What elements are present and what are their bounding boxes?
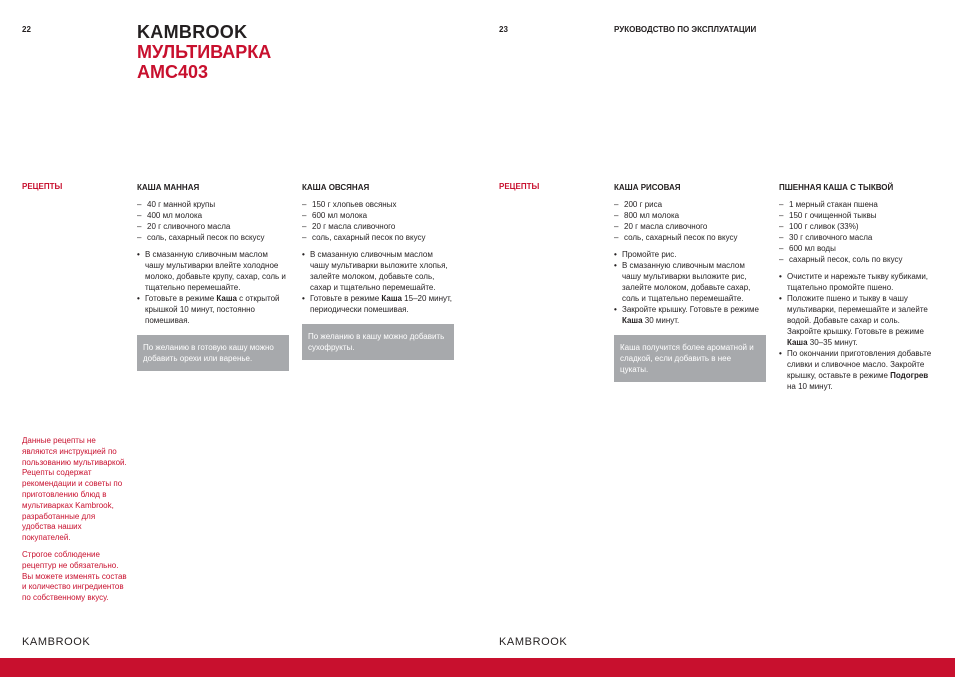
page-header: РУКОВОДСТВО ПО ЭКСПЛУАТАЦИИ (614, 25, 757, 34)
recipe-semolina (137, 182, 289, 371)
footer-logo-right: KAMBROOK (499, 636, 568, 648)
ingredient-list (779, 199, 935, 265)
product-title: МУЛЬТИВАРКА (137, 42, 272, 62)
recipe-millet-pumpkin (779, 182, 935, 392)
list-item: • Готовьте в режиме Каша 15–20 минут, периодически помешивая. (302, 293, 454, 315)
list-item: – 800 мл молока (614, 210, 766, 221)
list-item: – соль, сахарный песок по вкусу (302, 232, 454, 243)
page-number-left: 22 (22, 25, 31, 34)
section-label-left: РЕЦЕПТЫ (22, 182, 63, 191)
recipe-title: КАША РИСОВАЯ (614, 183, 681, 192)
list-item: – 400 мл молока (137, 210, 289, 221)
step-list (779, 271, 935, 392)
list-item: – 20 г масла сливочного (614, 221, 766, 232)
list-item: • В смазанную сливочным маслом чашу мультиварки выложите рис, залейте молоком, добавьте сахар, соль и тщательно перемешайте. (614, 260, 766, 304)
step-list (614, 249, 766, 326)
list-item: • Положите пшено и тыкву в чашу мультиварки, перемешайте и залейте водой. Добавьте сахар и соль. Закройте крышку. Готовьте в режиме Каша 30–35 минут. (779, 293, 935, 348)
disclaimer-paragraph: Данные рецепты не являются инструкцией по пользованию мультиваркой. Рецепты содержат рекомендации и советы по приготовлению блюд в мультиварках Kambrook, разработанные для удобства наших покупателей. (22, 436, 127, 543)
tip-box: По желанию в готовую кашу можно добавить орехи или варенье. (137, 335, 289, 371)
list-item: – 600 мл молока (302, 210, 454, 221)
list-item: • По окончании приготовления добавьте сливки и сливочное масло. Закройте крышку, оставьте в режиме Подогрев на 10 минут. (779, 348, 935, 392)
ingredient-list (137, 199, 289, 243)
recipe-title: КАША ОВСЯНАЯ (302, 183, 370, 192)
list-item: – 150 г очищенной тыквы (779, 210, 935, 221)
recipe-title: КАША МАННАЯ (137, 183, 200, 192)
list-item: – 1 мерный стакан пшена (779, 199, 935, 210)
product-model: AMC403 (137, 62, 209, 82)
list-item: – 100 г сливок (33%) (779, 221, 935, 232)
list-item: – 20 г масла сливочного (302, 221, 454, 232)
footer-logo-left: KAMBROOK (22, 636, 91, 648)
tip-box: По желанию в кашу можно добавить сухофрукты. (302, 324, 454, 360)
list-item: – сахарный песок, соль по вкусу (779, 254, 935, 265)
list-item: – 20 г сливочного масла (137, 221, 289, 232)
list-item: – 150 г хлопьев овсяных (302, 199, 454, 210)
tip-box: Каша получится более ароматной и сладкой, если добавить в нее цукаты. (614, 335, 766, 382)
ingredient-list (614, 199, 766, 243)
recipe-rice (614, 182, 766, 382)
brand-name: KAMBROOK (137, 22, 248, 42)
step-list (137, 249, 289, 326)
list-item: • В смазанную сливочным маслом чашу мультиварки выложите хлопья, залейте молоком, добавьте соль, сахар и тщательно перемешайте. (302, 249, 454, 293)
list-item: – 200 г риса (614, 199, 766, 210)
list-item: • В смазанную сливочным маслом чашу мультиварки влейте холодное молоко, добавьте крупу, сахар, соль и тщательно перемешайте. (137, 249, 289, 293)
product-title-block (137, 22, 271, 82)
section-label-right: РЕЦЕПТЫ (499, 182, 540, 191)
ingredient-list (302, 199, 454, 243)
page-number-right: 23 (499, 25, 508, 34)
step-list (302, 249, 454, 315)
disclaimer-paragraph: Строгое соблюдение рецептур не обязательно. Вы можете изменять состав и количество ингредиентов по собственному вкусу. (22, 549, 127, 603)
list-item: – 600 мл воды (779, 243, 935, 254)
footer-red-bar (0, 658, 955, 677)
list-item: – соль, сахарный песок по вкусу (614, 232, 766, 243)
recipe-title: ПШЕННАЯ КАША С ТЫКВОЙ (779, 183, 894, 192)
list-item: • Закройте крышку. Готовьте в режиме Каша 30 минут. (614, 304, 766, 326)
list-item: – соль, сахарный песок по вскусу (137, 232, 289, 243)
list-item: – 30 г сливочного масла (779, 232, 935, 243)
list-item: • Готовьте в режиме Каша с открытой крышкой 10 минут, постоянно помешивая. (137, 293, 289, 326)
list-item: • Очистите и нарежьте тыкву кубиками, тщательно промойте пшено. (779, 271, 935, 293)
list-item: – 40 г манной крупы (137, 199, 289, 210)
list-item: • Промойте рис. (614, 249, 766, 260)
recipe-oatmeal (302, 182, 454, 360)
disclaimer-note (22, 436, 130, 604)
